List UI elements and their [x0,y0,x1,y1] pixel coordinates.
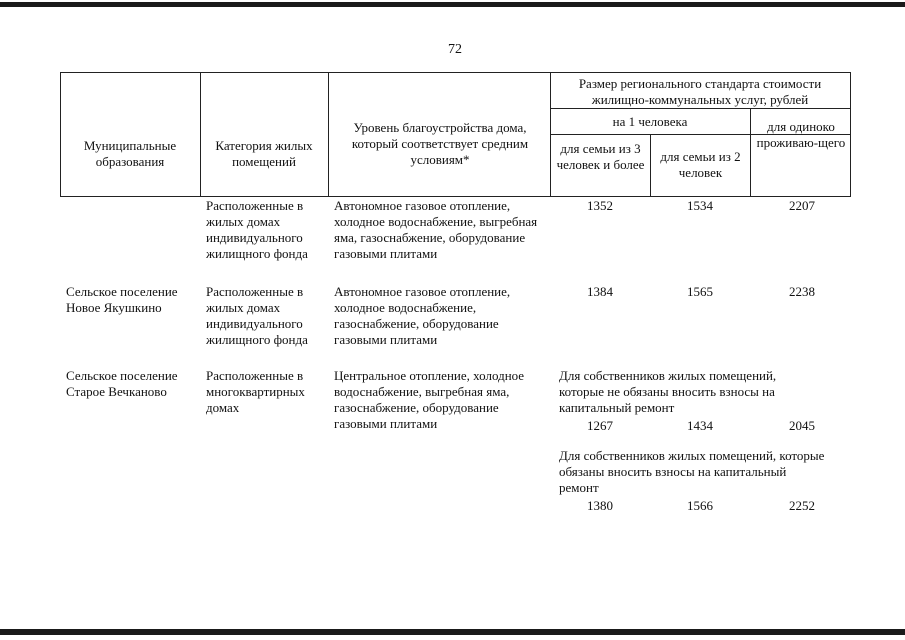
header-standard-size: Размер регионального стандарта стоимости жилищно-коммунальных услуг, рублей [578,76,822,107]
value-family-2: 1534 [687,198,713,213]
value-family-2: 1434 [687,418,713,433]
value-family-2: 1565 [687,284,713,299]
header-family-2: для семьи из 2 человек [660,149,741,180]
row-municipality: Сельское поселение Старое Вечканово [66,368,178,399]
header-per-person: на 1 человека [612,114,688,129]
value-family-3: 1352 [587,198,613,213]
header-family-3: для семьи из 3 человек и более [556,141,645,172]
value-single: 2207 [789,198,815,213]
page-number: 72 [448,42,462,57]
row-municipality: Сельское поселение Новое Якушкино [66,284,178,315]
value-single-b: 2252 [789,498,815,513]
header-municipality: Муниципальные образования [83,138,177,169]
value-family-3: 1267 [587,418,613,433]
header-single: для одиноко проживаю-щего [756,119,846,150]
header-amenity-level: Уровень благоустройства дома, который соответствует средним условиям* [351,120,529,167]
top-border-bar [0,2,905,7]
note-capital-repair: Для собственников жилых помещений, которые обязаны вносить взносы на капитальный ремонт [559,448,825,495]
row-category: Расположенные в жилых домах индивидуального жилищного фонда [206,198,308,261]
value-single: 2045 [789,418,815,433]
value-family-3-b: 1380 [587,498,613,513]
row-amenity: Центральное отопление, холодное водоснабжение, выгребная яма, газоснабжение, оборудование газовыми плитами [334,368,525,431]
row-category: Расположенные в жилых домах индивидуального жилищного фонда [206,284,308,347]
value-family-2-b: 1566 [687,498,713,513]
header-category: Категория жилых помещений [215,138,313,169]
value-family-3: 1384 [587,284,613,299]
row-category: Расположенные в многоквартирных домах [206,368,305,415]
row-amenity: Автономное газовое отопление, холодное водоснабжение, выгребная яма, газоснабжение, оборудование газовыми плитами [334,198,538,261]
bottom-border-bar [0,629,905,635]
value-single: 2238 [789,284,815,299]
row-amenity: Автономное газовое отопление, холодное водоснабжение, газоснабжение, оборудование газовыми плитами [334,284,511,347]
note-no-capital-repair: Для собственников жилых помещений, которые не обязаны вносить взносы на капитальный ремонт [559,368,777,415]
